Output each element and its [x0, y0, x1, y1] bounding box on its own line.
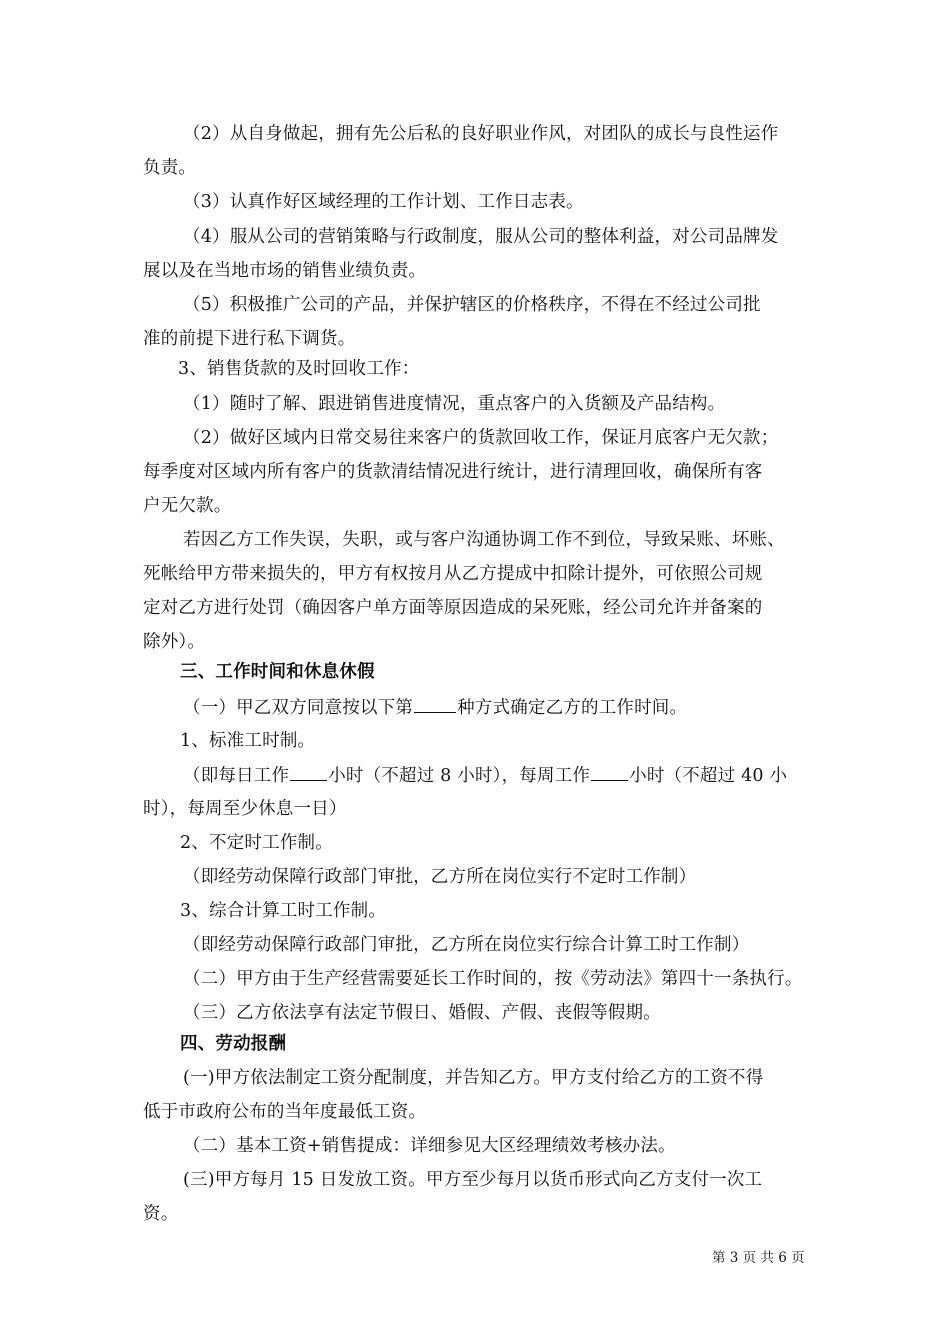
- comprehensive-hours-heading: 3、综合计算工时工作制。: [180, 901, 387, 921]
- standard-hours-detail-line-2: 时），每周至少休息一日）: [143, 799, 347, 819]
- flexible-hours-heading: 2、不定时工作制。: [180, 833, 333, 853]
- wage-item-1-line-1: (一)甲方依法制定工资分配制度，并告知乙方。甲方支付给乙方的工资不得: [183, 1068, 764, 1088]
- receivables-heading: 3、销售货款的及时回收工作：: [178, 359, 420, 379]
- standard-hours-detail-line-1: [0, 764, 950, 787]
- wage-item-2: （二）基本工资+销售提成：详细参见大区经理绩效考核办法。: [183, 1136, 676, 1156]
- section-4-title: 四、劳动报酬: [180, 1034, 287, 1054]
- wage-item-3-line-2: 资。: [143, 1204, 179, 1224]
- receivables-item-2-line-1: （2）做好区域内日常交易往来客户的货款回收工作，保证月底客户无欠款；: [183, 428, 779, 448]
- weekly-hours-label: 小时（不超过 8 小时），每周工作: [328, 766, 591, 786]
- receivables-item-2-line-2: 每季度对区域内所有客户的货款清结情况进行统计，进行清理回收，确保所有客: [143, 462, 763, 482]
- duty-item-4-line-1: （4）服从公司的营销策略与行政制度，服从公司的整体利益，对公司品牌发: [183, 227, 779, 247]
- daily-hours-blank: [290, 764, 327, 781]
- work-time-agreement-prefix: （一）甲乙双方同意按以下第: [183, 698, 414, 718]
- work-time-agreement: [0, 696, 950, 719]
- work-time-agreement-suffix: 种方式确定乙方的工作时间。: [457, 698, 688, 718]
- duty-item-5-line-1: （5）积极推广公司的产品，并保护辖区的价格秩序，不得在不经过公司批: [183, 295, 761, 315]
- duty-item-3: （3）认真作好区域经理的工作计划、工作日志表。: [183, 192, 584, 212]
- option-number-blank: [414, 696, 456, 713]
- section-3-title: 三、工作时间和休息休假: [180, 662, 375, 682]
- daily-hours-label: （即每日工作: [183, 766, 290, 786]
- comprehensive-hours-note: （即经劳动保障行政部门审批，乙方所在岗位实行综合计算工时工作制）: [183, 935, 750, 955]
- penalty-line-3: 定对乙方进行处罚（确因客户单方面等原因造成的呆死账，经公司允许并备案的: [143, 598, 763, 618]
- holidays-clause: （三）乙方依法享有法定节假日、婚假、产假、丧假等假期。: [183, 1003, 661, 1023]
- receivables-item-2-line-3: 户无欠款。: [143, 496, 232, 516]
- weekly-limit-label: 小时（不超过 40 小: [629, 766, 788, 786]
- weekly-hours-blank: [591, 764, 628, 781]
- duty-item-5-line-2: 准的前提下进行私下调货。: [143, 329, 356, 349]
- wage-item-3-line-1: (三)甲方每月 15 日发放工资。甲方至少每月以货币形式向乙方支付一次工: [183, 1170, 763, 1190]
- overtime-clause: （二）甲方由于生产经营需要延长工作时间的，按《劳动法》第四十一条执行。: [183, 969, 803, 989]
- standard-hours-heading: 1、标准工时制。: [180, 731, 316, 751]
- duty-item-4-line-2: 展以及在当地市场的销售业绩负责。: [143, 261, 427, 281]
- page-number-footer: 第 3 页 共 6 页: [712, 1250, 805, 1266]
- duty-item-2-line-2: 负责。: [143, 158, 197, 178]
- penalty-line-1: 若因乙方工作失误，失职，或与客户沟通协调工作不到位，导致呆账、坏账、: [183, 530, 785, 550]
- penalty-line-2: 死帐给甲方带来损失的，甲方有权按月从乙方提成中扣除计提外，可依照公司规: [143, 564, 763, 584]
- receivables-item-1: （1）随时了解、跟进销售进度情况，重点客户的入货额及产品结构。: [183, 394, 726, 414]
- wage-item-1-line-2: 低于市政府公布的当年度最低工资。: [143, 1102, 427, 1122]
- penalty-line-4: 除外）。: [143, 632, 206, 652]
- duty-item-2-line-1: （2）从自身做起，拥有先公后私的良好职业作风，对团队的成长与良性运作: [183, 124, 779, 144]
- flexible-hours-note: （即经劳动保障行政部门审批，乙方所在岗位实行不定时工作制）: [183, 867, 697, 887]
